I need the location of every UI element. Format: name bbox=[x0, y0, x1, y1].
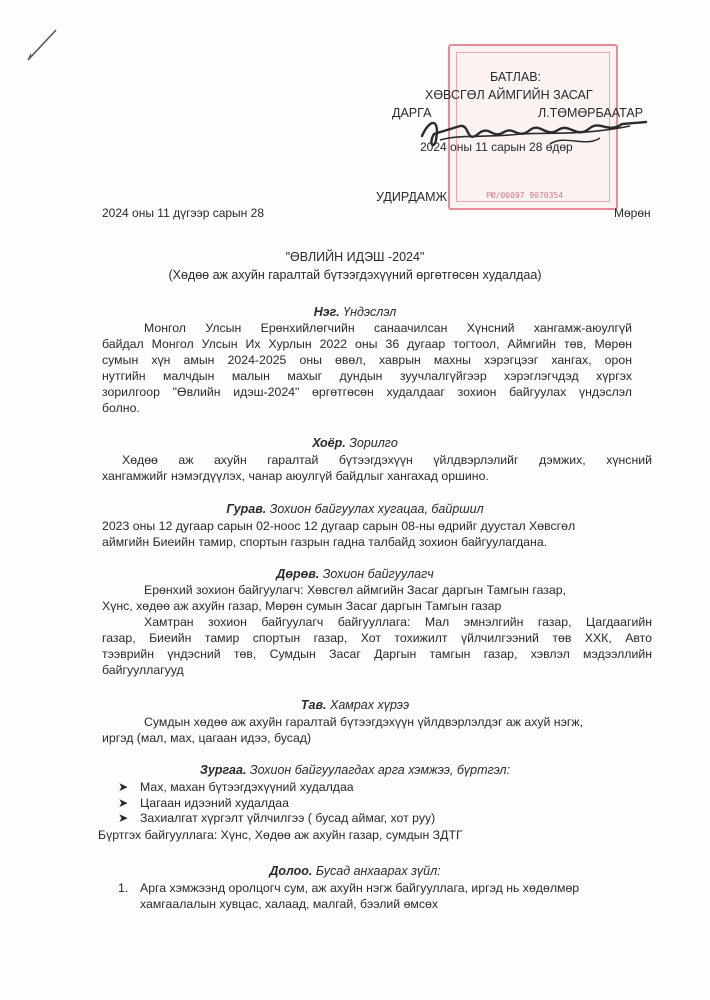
item-number: 1. bbox=[118, 881, 129, 895]
section-4-heading bbox=[0, 567, 710, 581]
section-5-title: Хамрах хүрээ bbox=[330, 698, 410, 712]
pen-mark bbox=[22, 24, 62, 64]
section-1-body: Монгол Улсын Ерөнхийлөгчийн санаачилсан Хүнсний хангамж-аюулгүй байдал Монгол Улсын Их Хурлын 2022 оны 36 дугаар тогтоол, Аймгийн төв, Мөрөн сумын хүн амын 2024-2025 оны өвөл, хаврын махны хэрэгцээг хангах, орон нутгийн малчдын малын махыг дундын зуучлалгүйгээр хэрэглэгчдэд хүргэх зорилгоор "Өвлийн идэш-2024" өргөтгөсөн худалдааг зохион байгуулах үндэслэл болно. bbox=[102, 321, 632, 415]
document-subtitle: (Хөдөө аж ахуйн гаралтай бүтээгдэхүүний өргөтгөсөн худалдаа) bbox=[168, 268, 542, 282]
document-type: УДИРДАМЖ bbox=[376, 190, 448, 204]
section-6-number: Зургаа. bbox=[199, 763, 247, 777]
section-4-body: Ерөнхий зохион байгуулагч: Хөвсгөл аймгийн Засаг даргын Тамгын газар, Хүнс, хөдөө аж ахуйн газар, Мөрөн сумын Засаг даргын Тамгын газар Хамтран зохион байгуулагч байгууллага: Мал эмнэлгийн газар, Цагдаагийн газар, Биеийн тамир спортын газар, Хот тохижилт үйлчилгээний төв ХХК, Авто тээврийн үндэсний төв, Сумдын Засаг Даргын тамгын газар, хэвлэл мэдээллийн байгууллагууд bbox=[102, 583, 652, 677]
section-2-body: Хөдөө аж ахуйн гаралтай бүтээгдэхүүн үйлдвэрлэлийг дэмжих, хүнсний хангамжийг нэмэгдүүлэх, чанар аюулгүй байдлыг хангахад оршино. bbox=[102, 453, 652, 483]
section-7-number: Долоо. bbox=[269, 864, 313, 878]
section-1-number: Нэг. bbox=[313, 305, 340, 319]
section-4-title: Зохион байгуулагч bbox=[322, 567, 434, 581]
section-2-number: Хоёр. bbox=[312, 436, 346, 450]
section-4-number: Дөрөв. bbox=[276, 567, 320, 581]
item-line-2: хамгаалалын хувцас, халаад, малгай, бээлий өмсөх bbox=[140, 897, 439, 911]
section-6-bullet-list bbox=[118, 780, 435, 827]
arrow-bullet-icon: ➤ bbox=[118, 795, 129, 810]
stamp-serial: РЮ/00097 9070354 bbox=[486, 191, 564, 200]
section-6-title: Зохион байгуулагдах арга хэмжээ, бүртгэл: bbox=[249, 763, 511, 777]
section-2-heading bbox=[0, 436, 710, 450]
list-item: ➤ Цагаан идээний худалдаа bbox=[118, 795, 289, 810]
section-3-number: Гурав. bbox=[226, 502, 267, 516]
section-7-title: Бусад анхаарах зүйл: bbox=[315, 864, 441, 878]
section-1-heading bbox=[0, 305, 710, 319]
arrow-bullet-icon: ➤ bbox=[118, 811, 129, 825]
item-line-1: Арга хэмжээнд оролцогч сум, аж ахуйн нэгж байгууллага, иргэд нь хөдөлмөр bbox=[140, 881, 580, 895]
section-3-body: 2023 оны 12 дугаар сарын 02-ноос 12 дугаар сарын 08-ны өдрийг дуустал Хөвсгөл аймгийн Биеийн тамир, спортын газрын гадна талбайд зохион байгуулагдана. bbox=[102, 519, 576, 549]
arrow-bullet-icon: ➤ bbox=[118, 780, 129, 794]
section-2-title: Зорилго bbox=[349, 436, 398, 450]
document-date: 2024 оны 11 дүгээр сарын 28 bbox=[102, 206, 264, 220]
document-title: "ӨВЛИЙН ИДЭШ -2024" bbox=[285, 250, 425, 264]
section-5-heading bbox=[0, 698, 710, 712]
section-6-heading bbox=[0, 763, 710, 777]
document-place: Мөрөн bbox=[614, 206, 651, 220]
approval-name: Л.ТӨМӨРБААТАР bbox=[538, 106, 644, 120]
approval-org: ХӨВСГӨЛ АЙМГИЙН ЗАСАГ bbox=[425, 88, 593, 102]
approval-position: ДАРГА bbox=[392, 106, 432, 120]
approval-date: 2024 оны 11 сарын 28 өдөр bbox=[420, 140, 573, 154]
section-3-heading bbox=[0, 502, 710, 516]
section-3-title: Зохион байгуулах хугацаа, байршил bbox=[269, 502, 484, 516]
section-7-heading bbox=[0, 864, 710, 878]
section-7-item-1 bbox=[118, 880, 580, 911]
list-item: ➤ Захиалгат хүргэлт үйлчилгээ ( бусад аймаг, хот руу) bbox=[118, 811, 436, 825]
signature bbox=[400, 104, 650, 164]
section-5-number: Тав. bbox=[300, 698, 327, 712]
section-6-registration: Бүртгэх байгууллага: Хүнс, Хөдөө аж ахуйн газар, сумдын ЗДТГ bbox=[98, 828, 463, 842]
approval-label: БАТЛАВ: bbox=[490, 70, 542, 84]
section-1-title: Үндэслэл bbox=[343, 305, 397, 319]
list-item: ➤ Мах, махан бүтээгдэхүүний худалдаа bbox=[118, 780, 354, 794]
section-5-body: Сумдын хөдөө аж ахуйн гаралтай бүтээгдэхүүн үйлдвэрлэлдэг аж ахуй нэгж, иргэд (мал, мах, цагаан идээ, бусад) bbox=[102, 715, 583, 745]
